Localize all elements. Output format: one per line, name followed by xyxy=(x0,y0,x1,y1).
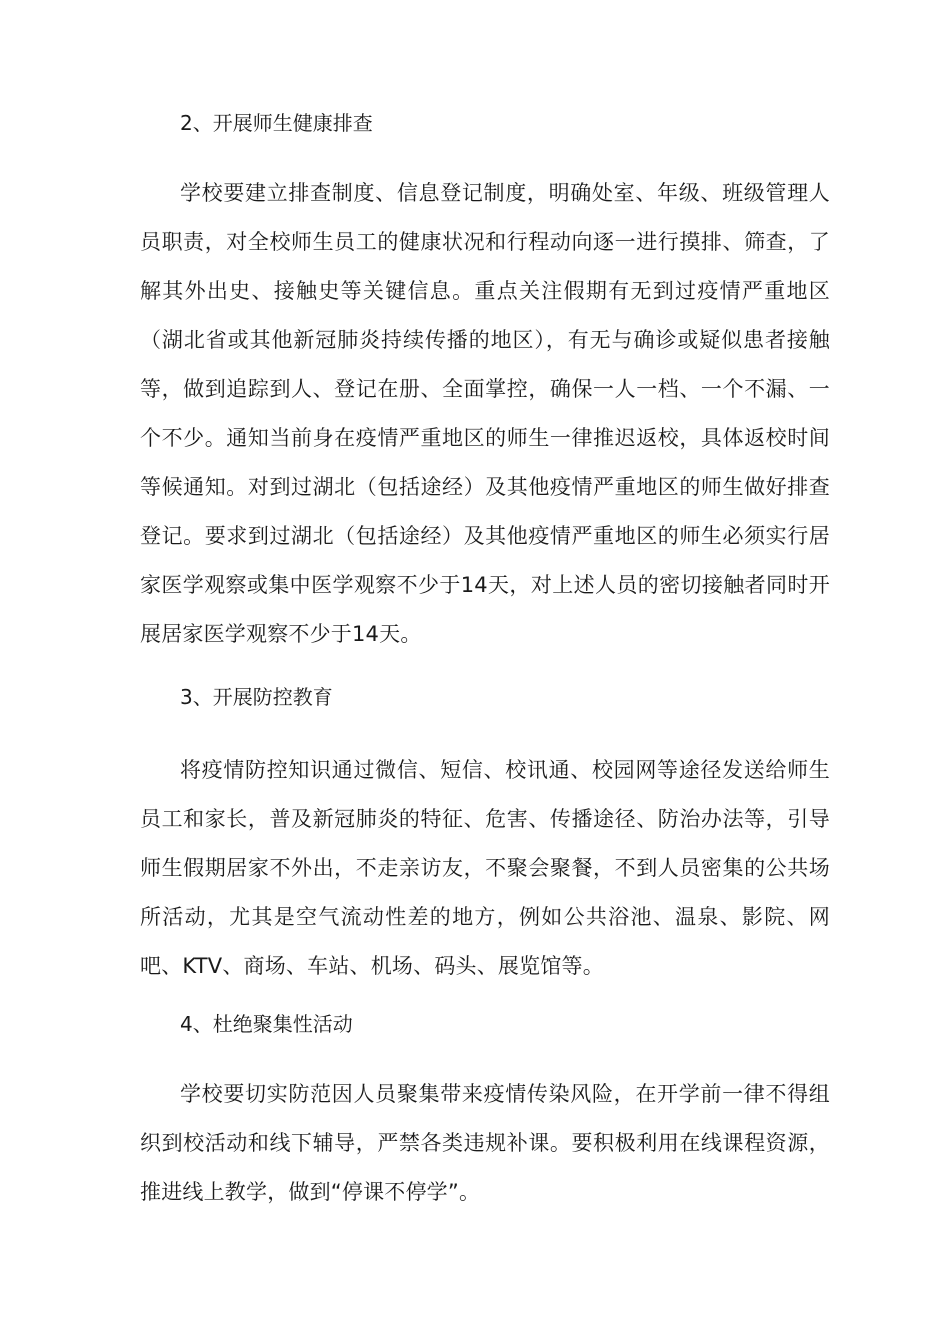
section-body-4: 学校要切实防范因人员聚集带来疫情传染风险，在开学前一律不得组织到校活动和线下辅导，严禁各类违规补课。要积极利用在线课程资源，推进线上教学，做到“停课不停学”。 xyxy=(140,1082,830,1204)
section-heading-4: 4、杜绝聚集性活动 xyxy=(180,1012,353,1036)
section-heading-3: 3、开展防控教育 xyxy=(180,685,333,709)
section-body-2: 学校要建立排查制度、信息登记制度，明确处室、年级、班级管理人员职责，对全校师生员工的健康状况和行程动向逐一进行摸排、筛查，了解其外出史、接触史等关键信息。重点关注假期有无到过疫情严重地区（湖北省或其他新冠肺炎持续传播的地区），有无与确诊或疑似患者接触等，做到追踪到人、登记在册、全面掌控，确保一人一档、一个不漏、一个不少。通知当前身在疫情严重地区的师生一律推迟返校，具体返校时间等候通知。对到过湖北（包括途经）及其他疫情严重地区的师生做好排查登记。要求到过湖北（包括途经）及其他疫情严重地区的师生必须实行居家医学观察或集中医学观察不少于14天，对上述人员的密切接触者同时开展居家医学观察不少于14天。 xyxy=(140,181,830,646)
section-heading-2: 2、开展师生健康排查 xyxy=(180,111,373,135)
section-body-3: 将疫情防控知识通过微信、短信、校讯通、校园网等途径发送给师生员工和家长，普及新冠肺炎的特征、危害、传播途径、防治办法等，引导师生假期居家不外出，不走亲访友，不聚会聚餐，不到人员密集的公共场所活动，尤其是空气流动性差的地方，例如公共浴池、温泉、影院、网吧、KTV、商场、车站、机场、码头、展览馆等。 xyxy=(140,758,830,978)
